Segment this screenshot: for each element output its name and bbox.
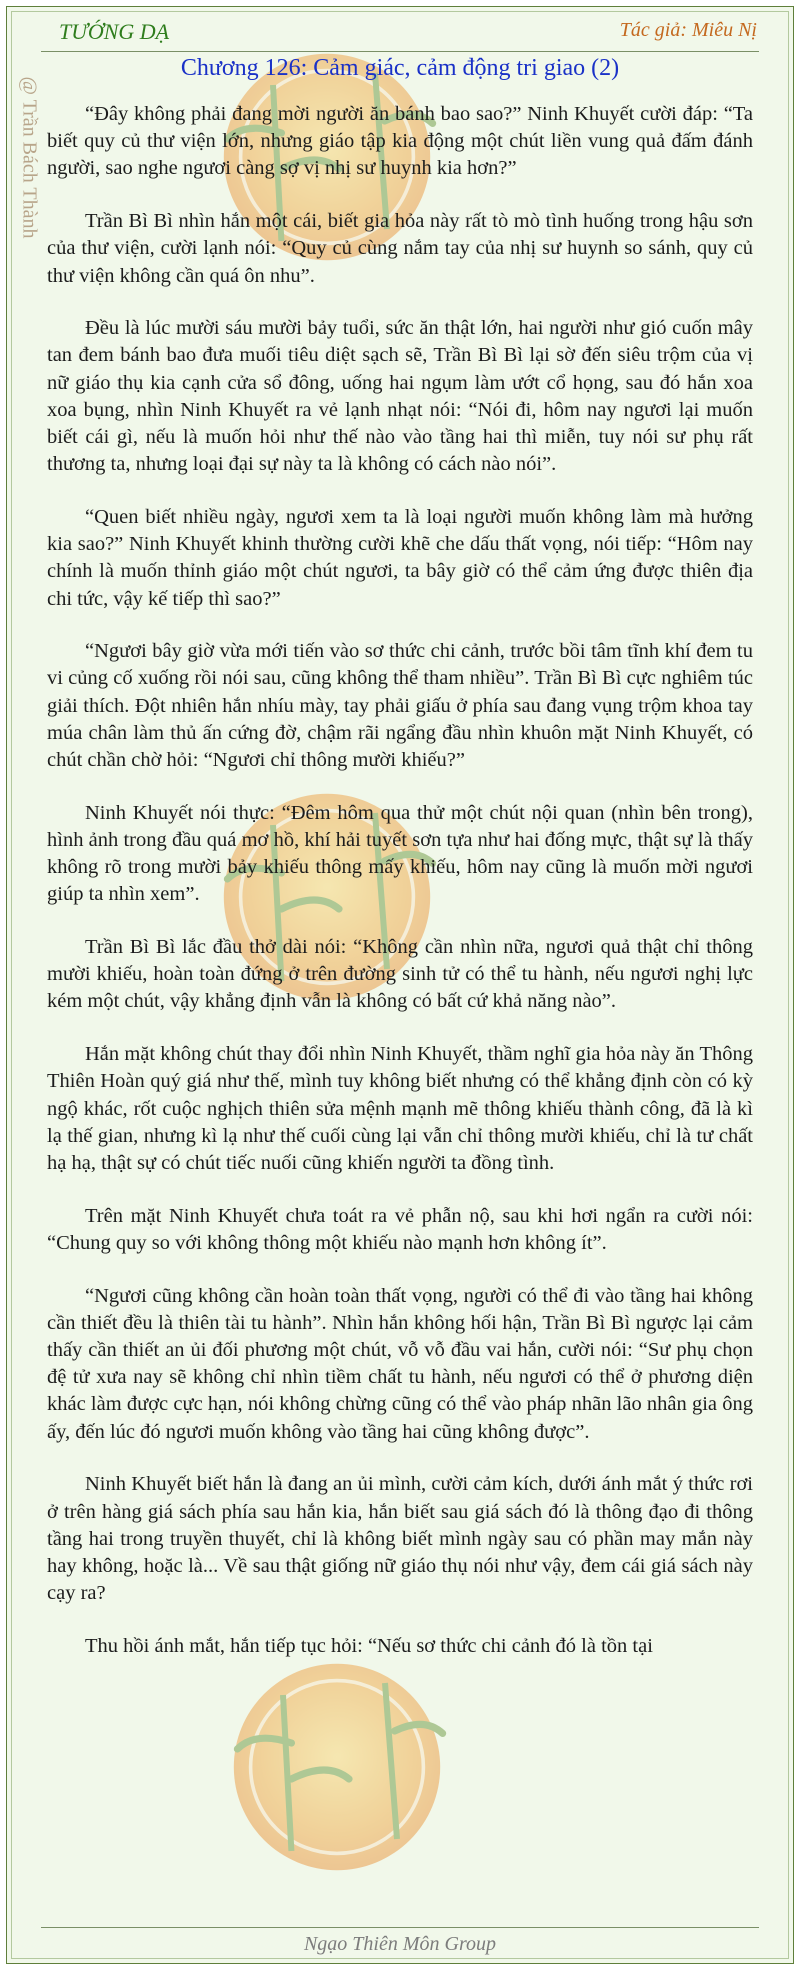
paragraph: Hắn mặt không chút thay đổi nhìn Ninh Khuyết, thầm nghĩ gia hỏa này ăn Thông Thiên Hoàn quý giá như thế, mình tuy không biết nhưng có thể khẳng định còn có kỳ ngộ khác, rốt cuộc nghịch thiên sửa mệnh mạnh mẽ thông khiếu thành công, đã là kì lạ thế gian, nhưng kì lạ như thế cuối cùng lại vẫn chỉ thông mười khiếu, chỉ là tư chất hạ hạ, thật sự có chút tiếc nuối cũng khiến người ta đồng tình.: [47, 1043, 753, 1174]
side-credit: [9, 47, 49, 267]
paragraph: “Đây không phải đang mời người ăn bánh bao sao?” Ninh Khuyết cười đáp: “Ta biết quy củ thư viện lớn, nhưng giáo tập kia động một chút liền vung quả đấm đánh người, sao nghe ngươi càng sợ vị nhị sư huynh kia hơn?”: [47, 103, 753, 180]
header-divider: [41, 51, 759, 52]
author-credit: Tác giả: Miêu Nị: [619, 19, 757, 41]
paragraph: Trần Bì Bì nhìn hắn một cái, biết gia hỏa này rất tò mò tình huống trong hậu sơn của thư viện, cười lạnh nói: “Quy củ cùng nắm tay của nhị sư huynh so sánh, quy củ thư viện không cần quá ôn nhu”.: [47, 210, 753, 287]
paragraph: Thu hồi ánh mắt, hắn tiếp tục hỏi: “Nếu sơ thức chi cảnh đó là tồn tại: [85, 1634, 653, 1657]
book-title: TƯỚNG DẠ: [59, 19, 170, 44]
paragraph: “Quen biết nhiều ngày, ngươi xem ta là loại người muốn không làm mà hưởng kia sao?” Ninh Khuyết khinh thường cười khẽ che dấu thất vọng, nói tiếp: “Hôm nay chính là muốn thỉnh giáo một chút ngươi, ta bây giờ có thể cảm ứng được thiên địa chi tức, vậy kế tiếp thì sao?”: [47, 505, 753, 610]
footer-group-credit: Ngạo Thiên Môn Group: [303, 1933, 497, 1955]
paragraph: “Ngươi bây giờ vừa mới tiến vào sơ thức chi cảnh, trước bồi tâm tĩnh khí đem tu vi củng cố xuống rồi nói sau, cũng không thể tham nhiều”. Trần Bì Bì cực nghiêm túc giải thích. Đột nhiên hắn nhíu mày, tay phải giấu ở phía sau đang vụng trộm khoa tay múa chân làm thủ ấn cứng đờ, chậm rãi ngẩng đầu nhìn khuôn mặt Ninh Khuyết, có chút chần chờ hỏi: “Ngươi chỉ thông mười khiếu?”: [47, 640, 753, 772]
side-credit-text: @ Trần Bách Thành: [18, 76, 41, 238]
chapter-title: Chương 126: Cảm giác, cảm động tri giao (2): [180, 55, 620, 81]
chapter-body: [47, 101, 753, 1686]
paragraph: Đều là lúc mười sáu mười bảy tuổi, sức ăn thật lớn, hai người như gió cuốn mây tan đem bánh bao đưa muối tiêu diệt sạch sẽ, Trần Bì Bì lại sờ đến siêu trộm của vị nữ giáo thụ kia cạnh cửa sổ đông, uống hai ngụm làm ướt cổ họng, sau đó hắn xoa xoa bụng, nhìn Ninh Khuyết ra vẻ lạnh nhạt nói: “Nói đi, hôm nay ngươi lại muốn biết cái gì, nếu là muốn hỏi như thế nào vào tầng hai thì miễn, tuy nói sư phụ rất thương ta, nhưng loại đại sự này ta là không có cách nào nói”.: [47, 317, 753, 476]
paragraph: Trần Bì Bì lắc đầu thở dài nói: “Không cần nhìn nữa, ngươi quả thật chỉ thông mười khiếu, hoàn toàn đứng ở trên đường sinh tử có thể tu hành, nếu ngươi nghị lực kém một chút, vậy khẳng định vẫn là không có bất cứ khả năng nào”.: [47, 936, 753, 1013]
page: [6, 6, 794, 1964]
paragraph: Ninh Khuyết nói thực: “Đêm hôm qua thử một chút nội quan (nhìn bên trong), hình ảnh trong đầu quá mơ hồ, khí hải tuyết sơn tựa như hai đống mực, thật sự là thấy không rõ trong mười bảy khiếu thông mấy khiếu, hôm nay cũng là muốn mời ngươi giúp ta nhìn xem”.: [47, 801, 753, 906]
paragraph: “Ngươi cũng không cần hoàn toàn thất vọng, người có thể đi vào tầng hai không cần thiết đều là thiên tài tu hành”. Nhìn hắn không hối hận, Trần Bì Bì ngược lại cảm thấy cần thiết an ủi đối phương một chút, vỗ vỗ đầu vai hắn, cười nói: “Sư phụ chọn đệ tử xưa nay sẽ không chỉ nhìn tiềm chất tu hành, nếu ngươi có thể ở phương diện khác làm được cực hạn, nói không chừng cũng có thể vào pháp nhãn lão nhân gia ông ấy, đến lúc đó ngươi muốn không vào tầng hai cũng không được”.: [47, 1284, 753, 1443]
paragraph: Ninh Khuyết biết hắn là đang an ủi mình, cười cảm kích, dưới ánh mắt ý thức rơi ở trên hàng giá sách phía sau hắn kia, hắn biết sau giá sách đó là thông đạo đi thông tầng hai trong truyền thuyết, chỉ là không biết mình ngày sau có phần may mắn này hay không, hoặc là... Về sau thật giống nữ giáo thụ nói như vậy, đem cái giá sách này cạy ra?: [47, 1473, 753, 1605]
paragraph: Trên mặt Ninh Khuyết chưa toát ra vẻ phẫn nộ, sau khi hơi ngẩn ra cười nói: “Chung quy so với không thông một khiếu nào mạnh hơn không ít”.: [47, 1204, 753, 1254]
footer-divider: [41, 1927, 759, 1928]
